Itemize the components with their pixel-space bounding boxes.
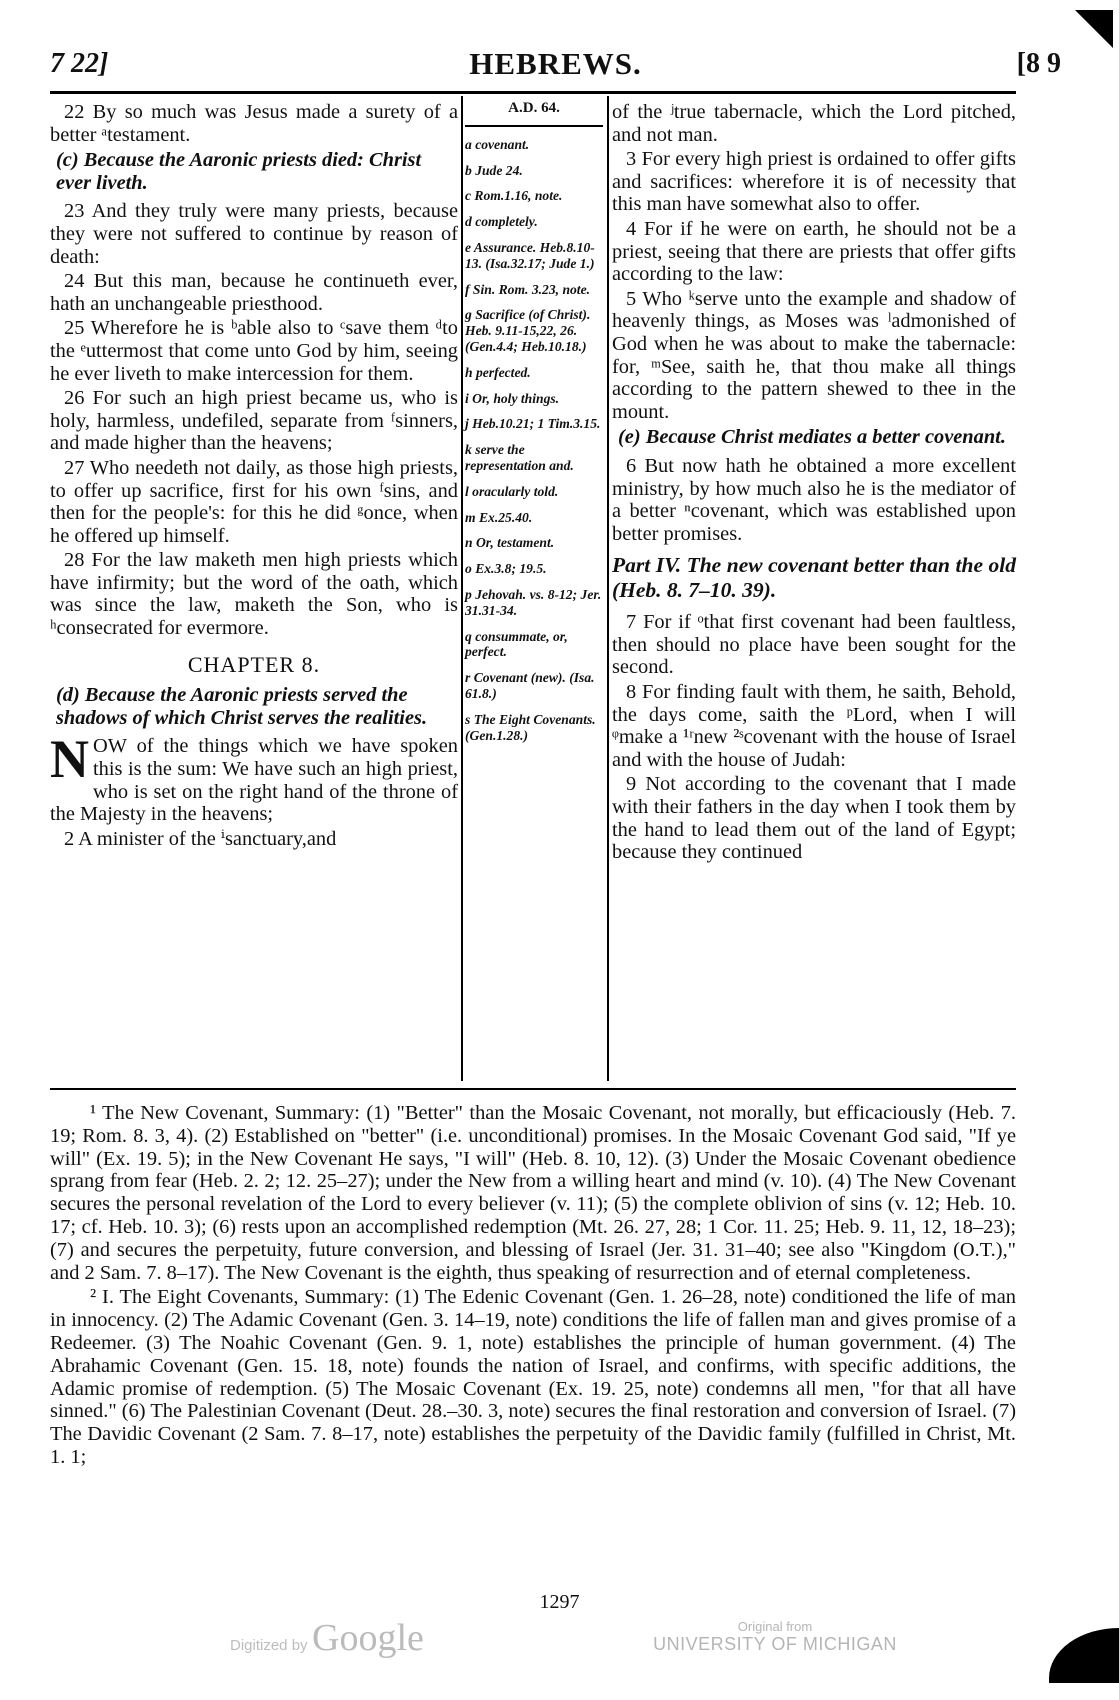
verse-7-24: 24 But this man, because he continueth ever, hath an unchangeable priesthood. xyxy=(50,270,458,315)
part-heading: Part IV. The new covenant better than the old (Heb. 8. 7–10. 39). xyxy=(612,553,1016,603)
date-heading: A.D. 64. xyxy=(508,100,560,116)
right-column xyxy=(612,101,1016,866)
verse-8-2: 2 A minister of the ⁱsanctuary,and xyxy=(64,827,337,850)
date-rule xyxy=(465,125,603,127)
verse-7-26: 26 For such an high priest became us, who is holy, harmless, undefiled, separate from ᶠsinners, and made higher than the heavens; xyxy=(50,387,458,455)
corner-mark xyxy=(1075,10,1113,48)
margin-note: m Ex.25.40. xyxy=(465,509,533,525)
margin-note: r Covenant (new). (Isa. 61.8.) xyxy=(465,670,595,701)
footnote-rule xyxy=(50,1088,1016,1090)
verse-7-27: 27 Who needeth not daily, as those high priests, to offer up sacrifice, first for his own ᶠsins, and then for the people's: for this he did ᵍonce, when he offered up himself. xyxy=(50,456,458,547)
margin-note: n Or, testament. xyxy=(465,535,555,551)
section-heading-d: (d) Because the Aaronic priests served the shadows of which Christ serves the realities. xyxy=(56,684,428,729)
drop-cap: N xyxy=(50,729,89,790)
verse-8-4: 4 For if he were on earth, he should not be a priest, seeing that there are priests that offer gifts according to the law: xyxy=(612,217,1016,286)
column-divider-right xyxy=(607,96,609,1081)
margin-note: o Ex.3.8; 19.5. xyxy=(465,561,547,577)
verse-8-1 xyxy=(50,729,458,826)
margin-note: f Sin. Rom. 3.23, note. xyxy=(465,281,591,297)
left-column xyxy=(50,101,458,852)
margin-note: l oracularly told. xyxy=(465,483,559,499)
margin-note: a covenant. xyxy=(465,136,530,152)
verse-7-22: 22 By so much was Jesus made a surety of a better ᵃtestament. xyxy=(50,101,458,146)
verse-7-28: 28 For the law maketh men high priests which have infirmity; but the word of the oath, which was since the law, maketh the Son, who is ʰconsecrated for evermore. xyxy=(50,549,458,640)
chapter-heading: CHAPTER 8. xyxy=(187,651,321,677)
digitized-by-watermark xyxy=(230,1616,424,1660)
verse-8-1-text: OW of the things which we have spoken this is the sum: We have such an high priest, who is set on the right hand of the throne of the Majesty in the heavens; xyxy=(50,735,458,826)
university-label: UNIVERSITY OF MICHIGAN xyxy=(653,1634,897,1654)
margin-note: b Jude 24. xyxy=(465,162,523,178)
footnote-1: ¹ The New Covenant, Summary: (1) "Better" than the Mosaic Covenant, not morally, but efficaciously (Heb. 7. 19; Rom. 8. 3, 4). (2) Established on "better" (i.e. unconditional) promises. In the Mosaic Covenant God said, "If ye will" (Ex. 19. 5); in the New Covenant He says, "I will" (Heb. 8. 10, 12). (3) Under the Mosaic Covenant obedience sprang from fear (Heb. 2. 2; 12. 25–27); under the New from a willing heart and mind (v. 10). (4) The New Covenant secures the personal revelation of the Lord to every believer (v. 11); (5) the complete oblivion of sins (v. 12; Heb. 10. 17; cf. Heb. 10. 3); (6) rests upon an accomplished redemption (Mt. 26. 27, 28; 1 Cor. 11. 25; Heb. 9. 11, 12, 18–23); (7) and secures the perpetuity, future conversion, and blessing of Israel (Jer. 31. 31–40; see also "Kingdom (O.T.)," and 2 Sam. 7. 8–17). The New Covenant is the eighth, thus speaking of resurrection and of eternal completeness. xyxy=(50,1102,1016,1284)
footnote-2: ² I. The Eight Covenants, Summary: (1) The Edenic Covenant (Gen. 1. 26–28, note) conditioned the life of man in innocency. (2) The Adamic Covenant (Gen. 3. 14–19, note) conditions the life of fallen man and gives promise of a Redeemer. (3) The Noahic Covenant (Gen. 9. 1, note) establishes the principle of human government. (4) The Abrahamic Covenant (Gen. 15. 18, note) founds the nation of Israel, and confirms, with specific additions, the Adamic promise of redemption. (5) The Mosaic Covenant (Ex. 19. 25, note) condemns all men, "for that all have sinned." (6) The Palestinian Covenant (Deut. 28.–30. 3, note) secures the final restoration and conversion of Israel. (7) The Davidic Covenant (2 Sam. 7. 8–17, note) establishes the perpetuity of the Davidic family (fulfilled in Christ, Mt. 1. 1; xyxy=(50,1286,1016,1468)
section-heading-e: (e) Because Christ mediates a better covenant. xyxy=(618,426,1006,449)
header-chapter-range: [8 9 xyxy=(1016,48,1061,79)
verse-8-2-cont: of the ʲtrue tabernacle, which the Lord pitched, and not man. xyxy=(612,101,1016,146)
margin-note: q consummate, or, perfect. xyxy=(465,628,568,660)
margin-note: p Jehovah. vs. 8-12; Jer. 31.31-34. xyxy=(465,586,602,618)
footnotes xyxy=(50,1102,1016,1471)
verse-8-7: 7 For if ᵒthat first covenant had been faultless, then should no place have been sought for the second. xyxy=(612,611,1016,679)
google-logo: Google xyxy=(312,1617,424,1659)
original-from-label: Original from xyxy=(737,1619,813,1634)
digitized-by-label: Digitized by xyxy=(230,1637,308,1654)
verse-8-5: 5 Who ᵏserve unto the example and shadow of heavenly things, as Moses was ˡadmonished of God when he was about to make the tabernacle: for, ᵐSee, saith he, that thou make all things according to the pattern shewed to thee in the mount. xyxy=(612,287,1016,423)
verse-8-9: 9 Not according to the covenant that I made with their fathers in the day when I took them by the hand to lead them out of the land of Egypt; because they continued xyxy=(612,773,1016,864)
original-from-watermark xyxy=(640,1619,910,1655)
margin-note: i Or, holy things. xyxy=(465,390,560,406)
margin-references xyxy=(465,101,603,753)
verse-7-23: 23 And they truly were many priests, because they were not suffered to continue by reason of death: xyxy=(50,200,458,268)
page-number: 1297 xyxy=(539,1591,580,1613)
book-title: HEBREWS. xyxy=(469,46,642,81)
margin-note: c Rom.1.16, note. xyxy=(465,188,563,204)
column-divider-left xyxy=(461,96,463,1081)
margin-note: d completely. xyxy=(465,214,538,230)
section-heading-c: (c) Because the Aaronic priests died: Christ ever liveth. xyxy=(56,149,422,194)
margin-note: j Heb.10.21; 1 Tim.3.15. xyxy=(465,416,601,432)
header-rule xyxy=(50,91,1016,94)
margin-note: e Assurance. Heb.8.10-13. (Isa.32.17; Jude 1.) xyxy=(465,239,595,271)
margin-note: h perfected. xyxy=(465,364,531,380)
verse-8-6: 6 But now hath he obtained a more excellent ministry, by how much also he is the mediator of a better ⁿcovenant, which was established upon better promises. xyxy=(612,454,1016,545)
scan-thumb-mark xyxy=(1049,1628,1119,1683)
header-verse-range: 7 22] xyxy=(50,48,109,79)
verse-8-3: 3 For every high priest is ordained to offer gifts and sacrifices: wherefore it is of necessity that this man have somewhat also to offer. xyxy=(612,148,1016,216)
margin-note: g Sacrifice (of Christ). Heb. 9.11-15,22, 26. (Gen.4.4; Heb.10.18.) xyxy=(465,307,591,354)
page-header xyxy=(50,42,1061,82)
verse-8-8: 8 For finding fault with them, he saith, Behold, the days come, saith the ᵖLord, when I will ᵠmake a ¹ʳnew ²ˢcovenant with the house of Israel and with the house of Judah: xyxy=(612,681,1016,771)
verse-7-25: 25 Wherefore he is ᵇable also to ᶜsave them ᵈto the ᵉuttermost that come unto God by him, seeing he ever liveth to make intercession for them. xyxy=(50,317,458,385)
margin-note: s The Eight Covenants. (Gen.1.28.) xyxy=(465,711,596,743)
margin-note: k serve the representation and. xyxy=(465,442,574,473)
